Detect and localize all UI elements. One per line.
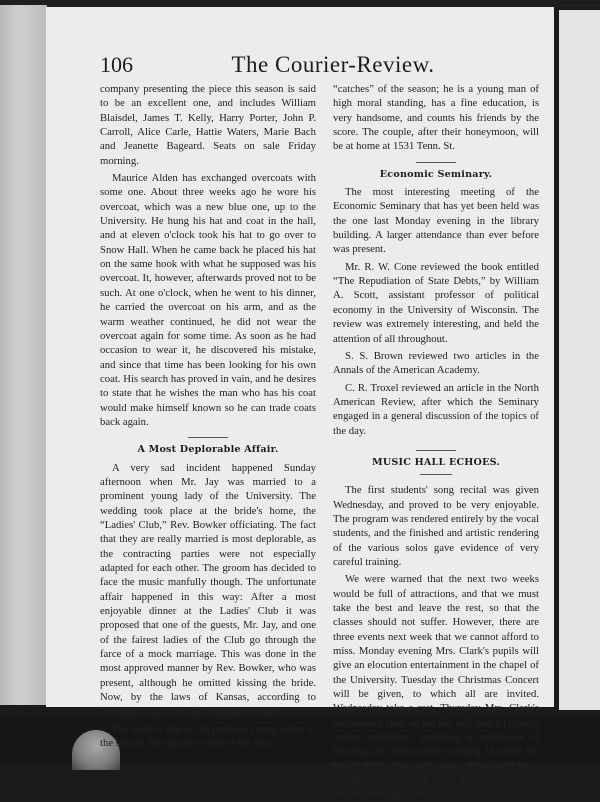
section-heading-music-hall-echoes: MUSIC HALL ECHOES. [372, 456, 500, 468]
right-column [333, 82, 539, 802]
page-number: 106 [100, 52, 133, 77]
left-column [100, 82, 316, 750]
paragraph-catches: “catches” of the season; he is a young man of high moral standing, has a fine education, is very handsome, and counts his friends by the score. The couple, after their honeymoon, will be at home at 1531 Tenn. St. [333, 83, 539, 153]
journal-title: The Courier-Review. [231, 52, 435, 77]
scan-top-edge [0, 0, 600, 7]
section-heading-deplorable-affair: A Most Deplorable Affair. [137, 444, 279, 456]
paragraph-upcoming-events: We were warned that the next two weeks would be full of attractions, and that we must take the best and leave the rest, so that the classes should not suffer. However, there are three events next week that we cannot afford to miss. Monday evening Mrs. Clark's pupils will give an elocution entertainment in the chapel of the University. Tuesday the Christmas Concert will be given, to which all are invited. Wednesday take a rest. Thursday Mrs. Clark's Sophomore class on the hill will give a physical culture exhibition, including an exhibition of fencing; also Indian club swinging, in which the Music Hall class will assist. There will be a charge of twenty-five cents admission to this, the proceedings to be [333, 573, 539, 801]
running-head [100, 52, 566, 80]
section-divider [416, 162, 456, 163]
paragraph-brown-review: S. S. Brown reviewed two articles in the Annals of the American Academy. [333, 349, 539, 377]
paragraph-bride-groom: The bride is one of the prettiest young ladies of the school. The groom is one of the best [100, 722, 316, 750]
paragraph-song-recital: The first students' song recital was given Wednesday, and proved to be very enjoyable. The program was rendered entirely by the vocal students, and the finished and artistic rendering of the various solos gave evidence of very careful training. [333, 484, 539, 568]
paragraph-cast-list: company presenting the piece this season is said to be an excellent one, and includes William Blaisdel, James T. Kelly, Harry Porter, John P. Carroll, Alice Carle, Hattie Waters, Marie Bach and Jeanette Bageard. Seats on sale Friday morning. [100, 83, 316, 167]
heading-underline [420, 474, 452, 475]
book-binding-edge [0, 5, 47, 705]
paragraph-overcoat: Maurice Alden has exchanged overcoats with some one. About three weeks ago he wore his overcoat, which was a new blue one, up to the University. He hung his hat and coat in the hall, and at eleven o'clock took his hat to go over to Snow Hall. When he came back he placed his hat on the same hook with what he supposed was his overcoat. It, however, afterwards proved not to be such. At one o'clock, when he went to his dinner, he carried the overcoat on his arm, and as the warm weather continued, he did not wear the overcoat again for some time. As soon as he had occasion to wear it, he discovered his mistake, and since that time has been looking for his own coat. His search has proved in vain, and he desires to state that he wishes the man who has his coat would make himself known so he can trade coats back again. [100, 172, 316, 428]
paragraph-troxel-review: C. R. Troxel reviewed an article in the North American Review, after which the Seminary engaged in a general discussion of the topics of the day. [333, 381, 539, 437]
paragraph-mock-marriage: A very sad incident happened Sunday afternoon when Mr. Jay was married to a prominent young lady of the University. The wedding took place at the bride's home, the “Ladies' Club,” Rev. Bowker officiating. The fact that they are really married is most deplorable, as the contracting parties were not especially adapted for each other. The groom has decided to face the music manfully though. The unfortunate affair happened in this way: After a most enjoyable dinner at the Ladies' Club it was proposed that one of the guests, Mr. Jay, and one of the fairest ladies of the Club go through the farce of a mock marriage. This was done in the most approved manner by Rev. Bowker, who was present, although he omitted kissing the bride. Now, by the laws of Kansas, according to Attorney Lamb, '96, this marriage is legal. [100, 461, 316, 718]
section-divider [416, 450, 456, 451]
paragraph-seminary-meeting: The most interesting meeting of the Economic Seminary that has yet been held was the one last Monday evening in the library building. A larger attendance than ever before was present. [333, 186, 539, 256]
next-page-edge [559, 10, 600, 710]
section-divider [188, 437, 228, 438]
paragraph-cone-review: Mr. R. W. Cone reviewed the book entitled “The Repudiation of State Debts,” by William A. Scott, assistant professor of political economy in the University of Wisconsin. The review was extremely interesting, and held the attention of all throughout. [333, 260, 539, 345]
section-heading-economic-seminary: Economic Seminary. [379, 168, 493, 180]
